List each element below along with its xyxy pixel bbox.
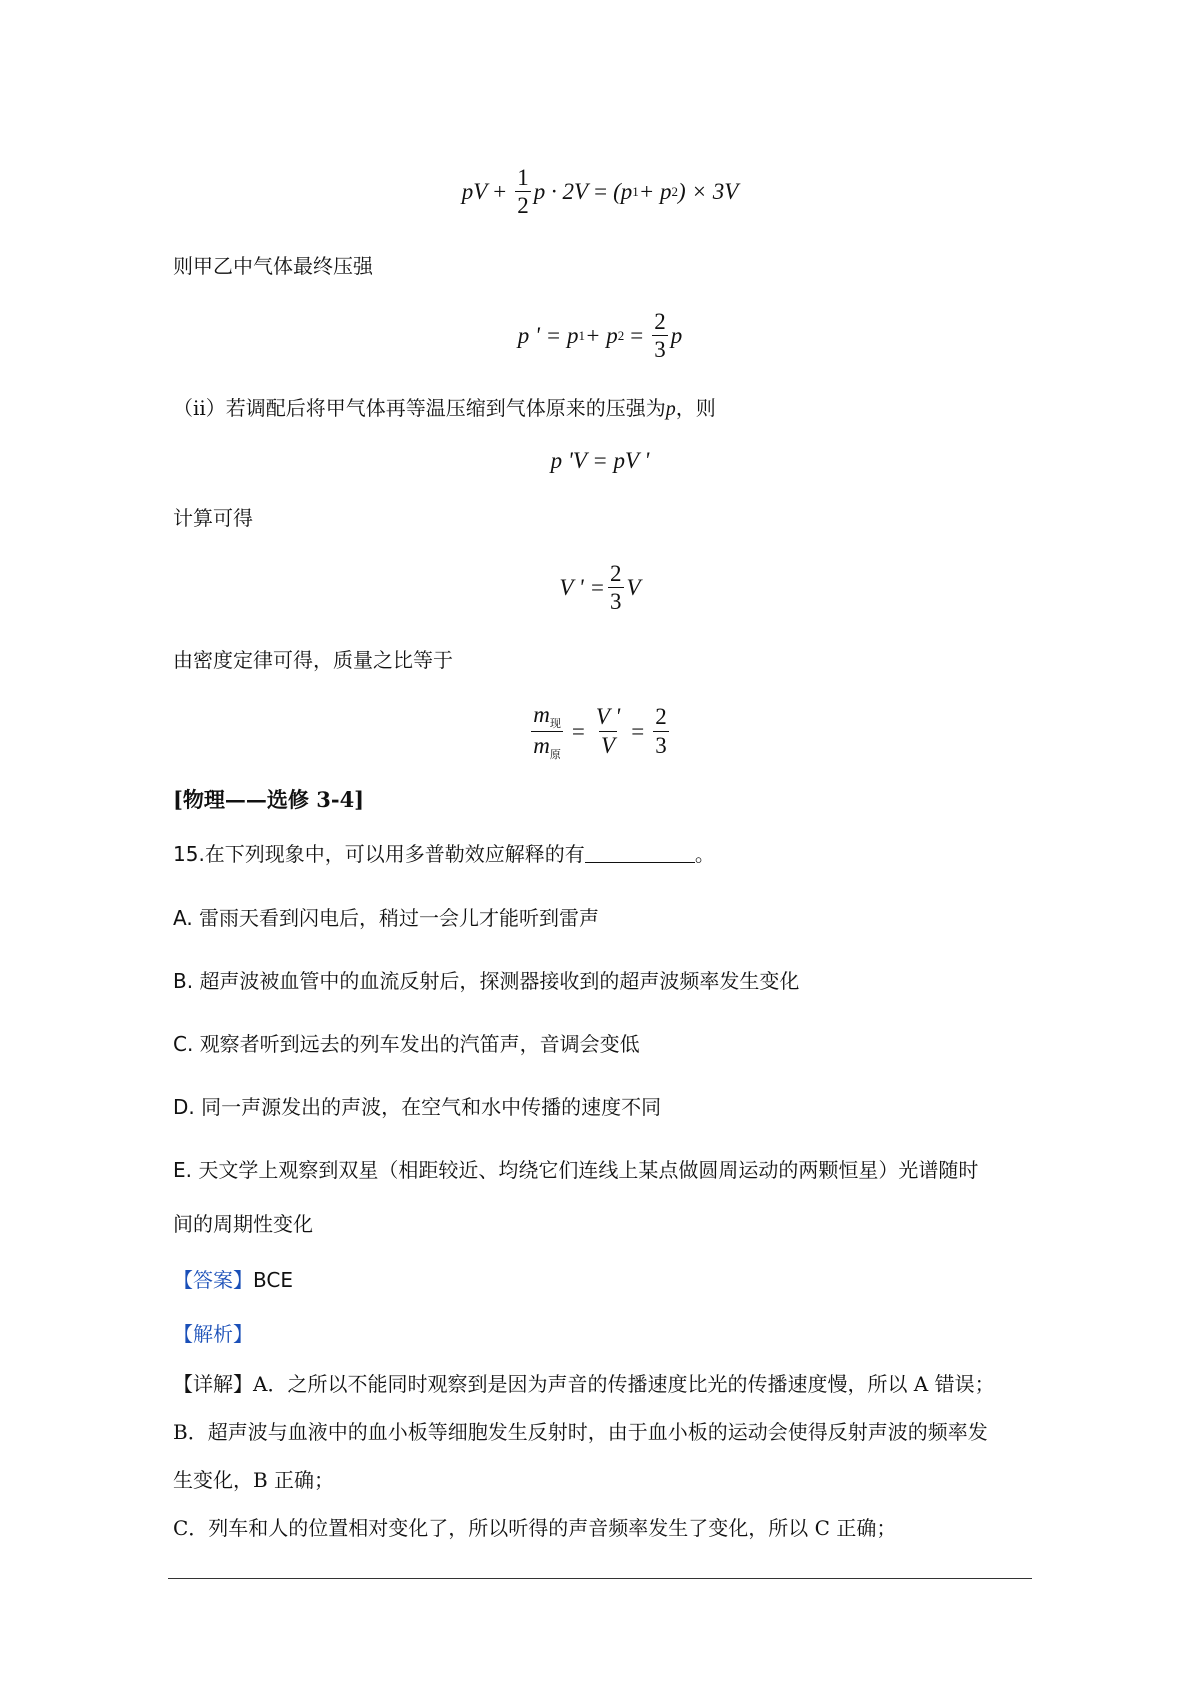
option-b xyxy=(173,967,799,995)
equation-mass-ratio xyxy=(0,702,1200,760)
detail-a xyxy=(173,1370,995,1398)
detail-tag: 【详解】 xyxy=(173,1372,253,1396)
eq5-m1: m xyxy=(533,702,550,727)
eq4-frac-den: 3 xyxy=(610,589,622,615)
eq5-v-num: V ' xyxy=(595,704,621,730)
option-e xyxy=(173,1156,978,1184)
text-calculate: 计算可得 xyxy=(173,506,253,530)
eq1-sub2: 2 xyxy=(671,184,679,200)
equation-volume xyxy=(0,562,1200,614)
text-part-ii xyxy=(173,394,716,423)
eq5-volume-fraction xyxy=(594,705,622,757)
question-end: 。 xyxy=(694,842,715,866)
option-b-text: 超声波被血管中的血流反射后，探测器接收到的超声波频率发生变化 xyxy=(199,969,800,993)
option-d-text: 同一声源发出的声波，在空气和水中传播的速度不同 xyxy=(201,1095,662,1119)
option-e-text: 天文学上观察到双星（相距较近、均绕它们连线上某点做圆周运动的两颗恒星）光谱随时 xyxy=(198,1158,979,1182)
option-a-text: 雷雨天看到闪电后，稍过一会儿才能听到雷声 xyxy=(199,906,600,930)
eq2-equals: = xyxy=(630,323,644,349)
eq5-v-den: V xyxy=(601,732,616,758)
option-c-label: C. xyxy=(173,1032,194,1056)
eq1-rhs-open: (p xyxy=(613,179,633,205)
eq1-term-p2v: p · 2V xyxy=(533,179,589,205)
eq1-rhs-close: ) × 3V xyxy=(678,179,739,205)
equation-gas-mixing xyxy=(0,166,1200,218)
option-e-continued: 间的周期性变化 xyxy=(173,1212,313,1236)
option-c-text: 观察者听到远去的列车发出的汽笛声，音调会变低 xyxy=(199,1032,640,1056)
eq5-result-fraction xyxy=(653,705,669,757)
answer-value: BCE xyxy=(253,1268,293,1292)
option-d xyxy=(173,1093,661,1121)
eq1-plus: + xyxy=(493,179,507,205)
eq1-rhs-plus: + p xyxy=(638,179,672,205)
eq2-sub1: 1 xyxy=(578,328,585,344)
part-ii-text: （ii）若调配后将甲气体再等温压缩到气体原来的压强为 xyxy=(173,396,666,420)
answer-line xyxy=(173,1266,293,1294)
detail-b-line1: B．超声波与血液中的血小板等细胞发生反射时，由于血小板的运动会使得反射声波的频率发 xyxy=(173,1420,988,1444)
detail-c: C．列车和人的位置相对变化了，所以听得的声音频率发生了变化，所以 C 正确； xyxy=(173,1516,897,1540)
eq5-result-num: 2 xyxy=(655,704,667,730)
eq4-lhs: V ' = xyxy=(559,575,605,601)
eq4-frac-num: 2 xyxy=(610,561,622,586)
eq5-mass-num xyxy=(531,703,563,731)
text-density-law: 由密度定律可得，质量之比等于 xyxy=(173,648,453,672)
eq2-plus: + p xyxy=(584,323,618,349)
footer-divider xyxy=(168,1578,1032,1579)
eq2-sub2: 2 xyxy=(617,328,625,344)
part-ii-text-end: ，则 xyxy=(675,396,716,420)
eq5-equals-b: = xyxy=(631,718,645,744)
eq4-fraction xyxy=(608,562,624,614)
eq4-rhs: V xyxy=(626,575,641,601)
answer-blank xyxy=(585,842,695,863)
question-15 xyxy=(173,840,715,868)
eq5-mass-fraction xyxy=(531,703,563,760)
eq1-term-pv: pV xyxy=(461,179,488,205)
detail-a-text: A．之所以不能同时观察到是因为声音的传播速度比光的传播速度慢，所以 A 错误； xyxy=(253,1372,995,1396)
equation-isothermal xyxy=(0,448,1200,474)
eq5-m2-sub: 原 xyxy=(549,747,561,761)
option-d-label: D. xyxy=(173,1095,195,1119)
option-a xyxy=(173,904,599,932)
section-heading: [物理——选修 3-4] xyxy=(173,787,365,812)
eq1-sub1: 1 xyxy=(632,184,639,200)
answer-tag: 【答案】 xyxy=(173,1268,253,1292)
eq5-equals-a: = xyxy=(571,718,585,744)
eq1-fraction xyxy=(515,166,531,218)
eq5-mass-den xyxy=(531,731,563,761)
option-a-label: A. xyxy=(173,906,193,930)
eq1-frac-den: 2 xyxy=(517,193,529,219)
eq1-equals: = xyxy=(594,179,608,205)
question-text: 15.在下列现象中，可以用多普勒效应解释的有 xyxy=(173,842,585,866)
eq2-rhs: p xyxy=(670,323,683,349)
eq2-fraction xyxy=(652,310,668,362)
option-e-label: E. xyxy=(173,1158,192,1182)
analysis-tag: 【解析】 xyxy=(173,1322,253,1346)
eq5-result-den: 3 xyxy=(655,732,667,758)
eq2-frac-den: 3 xyxy=(654,337,666,363)
option-c xyxy=(173,1030,640,1058)
eq1-frac-num: 1 xyxy=(517,165,529,190)
text-final-pressure: 则甲乙中气体最终压强 xyxy=(173,254,373,278)
equation-final-pressure xyxy=(0,310,1200,362)
eq3-text: p 'V = pV ' xyxy=(550,448,650,473)
option-b-label: B. xyxy=(173,969,194,993)
eq2-frac-num: 2 xyxy=(654,309,666,334)
detail-b-line2: 生变化，B 正确； xyxy=(173,1468,335,1492)
eq5-m2: m xyxy=(533,732,550,758)
part-ii-variable: p xyxy=(665,398,676,420)
eq2-lhs: p ' = p xyxy=(517,323,579,349)
eq5-m1-sub: 现 xyxy=(549,717,561,730)
